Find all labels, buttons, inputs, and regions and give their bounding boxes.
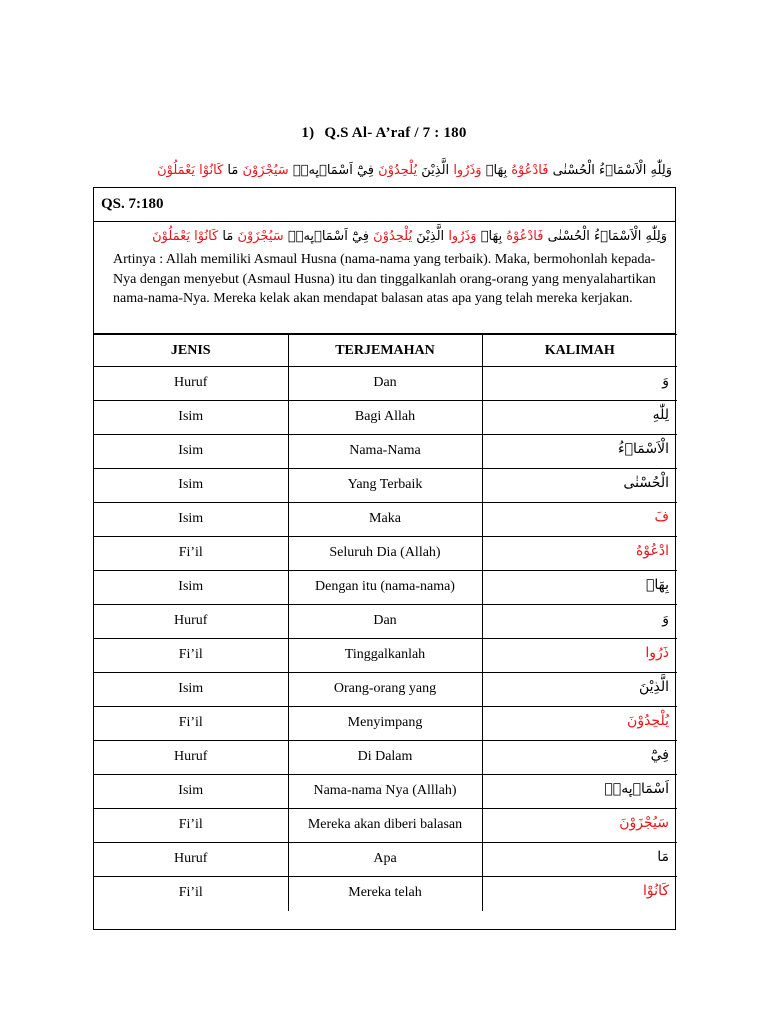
cell-jenis: Isim bbox=[94, 503, 288, 537]
header-kalimah: KALIMAH bbox=[482, 335, 677, 367]
cell-jenis: Huruf bbox=[94, 605, 288, 639]
cell-jenis: Fi’il bbox=[94, 877, 288, 911]
ayah-segment: مَا bbox=[222, 229, 234, 244]
table-row bbox=[94, 503, 677, 537]
cell-jenis: Huruf bbox=[94, 741, 288, 775]
cell-jenis: Isim bbox=[94, 435, 288, 469]
ayah-segment: فِيْٓ اَسْمَاۤىِٕهٖۗ bbox=[292, 163, 374, 178]
table-row bbox=[94, 571, 677, 605]
table-row bbox=[94, 707, 677, 741]
cell-terjemahan: Bagi Allah bbox=[288, 401, 482, 435]
ayah-box bbox=[93, 187, 676, 930]
section-heading bbox=[0, 125, 768, 142]
cell-kalimah: الْحُسْنٰى bbox=[482, 469, 677, 503]
cell-kalimah: فِيْٓ bbox=[482, 741, 677, 775]
ayah-segment: فَادْعُوْهُ bbox=[506, 229, 544, 244]
cell-jenis: Fi’il bbox=[94, 809, 288, 843]
ayah-segment: سَيُجْزَوْنَ bbox=[242, 163, 289, 178]
table-row bbox=[94, 537, 677, 571]
cell-terjemahan: Mereka telah bbox=[288, 877, 482, 911]
cell-jenis: Huruf bbox=[94, 843, 288, 877]
table-row bbox=[94, 809, 677, 843]
ayah-arabic-top bbox=[157, 163, 672, 178]
ayah-segment: يُلْحِدُوْنَ bbox=[378, 163, 418, 178]
cell-terjemahan: Maka bbox=[288, 503, 482, 537]
table-row bbox=[94, 741, 677, 775]
cell-kalimah: مَا bbox=[482, 843, 677, 877]
cell-jenis: Fi’il bbox=[94, 639, 288, 673]
cell-jenis: Fi’il bbox=[94, 707, 288, 741]
cell-terjemahan: Apa bbox=[288, 843, 482, 877]
cell-kalimah: ذَرُوا bbox=[482, 639, 677, 673]
cell-jenis: Isim bbox=[94, 775, 288, 809]
ayah-segment: فِيْٓ اَسْمَاۤىِٕهٖۗ bbox=[287, 229, 369, 244]
cell-terjemahan: Nama-nama Nya (Alllah) bbox=[288, 775, 482, 809]
cell-kalimah: فَ bbox=[482, 503, 677, 537]
artinya-text: Artinya : Allah memiliki Asmaul Husna (nama-nama yang terbaik). Maka, bermohonlah kepada-Nya dengan menyebut (Asmaul Husna) itu dan tinggalkanlah orang-orang yang menyalahartikan nama-nama-Nya. Mereka kelak akan mendapat balasan atas apa yang telah mereka kerjakan. bbox=[113, 252, 656, 306]
ayah-segment: بِهَاۖ bbox=[480, 229, 503, 244]
cell-kalimah: كَانُوْا bbox=[482, 877, 677, 911]
cell-kalimah: اَسْمَاۤىِٕهٖۗ bbox=[482, 775, 677, 809]
cell-terjemahan: Seluruh Dia (Allah) bbox=[288, 537, 482, 571]
cell-terjemahan: Dan bbox=[288, 367, 482, 401]
ayah-segment: كَانُوْا يَعْمَلُوْنَ bbox=[152, 229, 219, 244]
ayah-segment: يُلْحِدُوْنَ bbox=[373, 229, 413, 244]
ayah-arabic-inner bbox=[152, 229, 667, 244]
ayah-segment: وَلِلّٰهِ الْاَسْمَاۤءُ الْحُسْنٰى bbox=[547, 229, 667, 244]
ayah-segment: الَّذِيْنَ bbox=[421, 163, 450, 178]
table-row bbox=[94, 401, 677, 435]
cell-kalimah: وَ bbox=[482, 605, 677, 639]
table-row bbox=[94, 435, 677, 469]
ayah-segment: فَادْعُوْهُ bbox=[511, 163, 549, 178]
table-row bbox=[94, 673, 677, 707]
ayah-segment: مَا bbox=[227, 163, 239, 178]
cell-jenis: Isim bbox=[94, 469, 288, 503]
heading-title: Q.S Al- A’raf / 7 : 180 bbox=[324, 125, 467, 141]
cell-terjemahan: Menyimpang bbox=[288, 707, 482, 741]
cell-kalimah: لِلّٰهِ bbox=[482, 401, 677, 435]
cell-terjemahan: Nama-Nama bbox=[288, 435, 482, 469]
table-row bbox=[94, 469, 677, 503]
table-row bbox=[94, 843, 677, 877]
header-terjemahan: TERJEMAHAN bbox=[288, 335, 482, 367]
cell-kalimah: ادْعُوْهُ bbox=[482, 537, 677, 571]
table-row bbox=[94, 367, 677, 401]
cell-terjemahan: Dan bbox=[288, 605, 482, 639]
cell-kalimah: الْاَسْمَاۤءُ bbox=[482, 435, 677, 469]
heading-number: 1) bbox=[301, 125, 315, 141]
table-header-row bbox=[94, 335, 677, 367]
cell-kalimah: سَيُجْزَوْنَ bbox=[482, 809, 677, 843]
word-table bbox=[94, 334, 677, 911]
box-title: QS. 7:180 bbox=[94, 188, 675, 222]
ayah-segment: كَانُوْا يَعْمَلُوْنَ bbox=[157, 163, 224, 178]
cell-terjemahan: Orang-orang yang bbox=[288, 673, 482, 707]
ayah-segment: وَلِلّٰهِ الْاَسْمَاۤءُ الْحُسْنٰى bbox=[552, 163, 672, 178]
cell-kalimah: يُلْحِدُوْنَ bbox=[482, 707, 677, 741]
table-row bbox=[94, 639, 677, 673]
table-row bbox=[94, 877, 677, 911]
ayah-intro bbox=[94, 222, 675, 334]
cell-terjemahan: Mereka akan diberi balasan bbox=[288, 809, 482, 843]
ayah-segment: وَذَرُوا bbox=[453, 163, 482, 178]
cell-kalimah: وَ bbox=[482, 367, 677, 401]
cell-jenis: Isim bbox=[94, 571, 288, 605]
cell-jenis: Fi’il bbox=[94, 537, 288, 571]
table-row bbox=[94, 775, 677, 809]
ayah-segment: بِهَاۖ bbox=[485, 163, 508, 178]
cell-terjemahan: Dengan itu (nama-nama) bbox=[288, 571, 482, 605]
cell-kalimah: الَّذِيْنَ bbox=[482, 673, 677, 707]
cell-terjemahan: Yang Terbaik bbox=[288, 469, 482, 503]
cell-terjemahan: Tinggalkanlah bbox=[288, 639, 482, 673]
cell-jenis: Isim bbox=[94, 401, 288, 435]
ayah-segment: سَيُجْزَوْنَ bbox=[237, 229, 284, 244]
cell-kalimah: بِهَاۖ bbox=[482, 571, 677, 605]
ayah-segment: الَّذِيْنَ bbox=[416, 229, 445, 244]
table-row bbox=[94, 605, 677, 639]
ayah-segment: وَذَرُوا bbox=[448, 229, 477, 244]
cell-jenis: Huruf bbox=[94, 367, 288, 401]
cell-terjemahan: Di Dalam bbox=[288, 741, 482, 775]
header-jenis: JENIS bbox=[94, 335, 288, 367]
cell-jenis: Isim bbox=[94, 673, 288, 707]
